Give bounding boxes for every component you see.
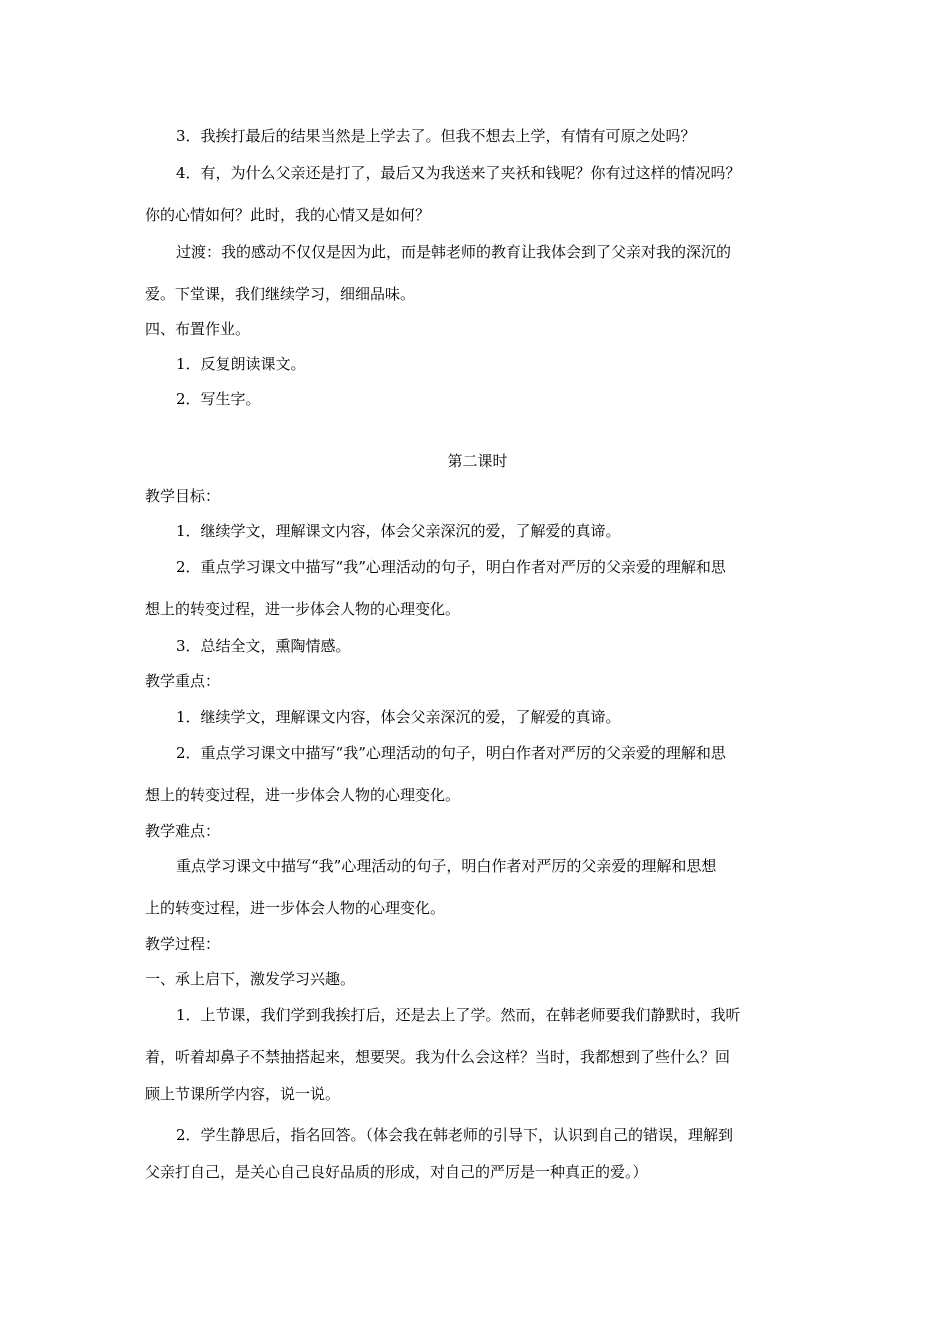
list-item: 1．反复朗读课文。 [176,355,306,373]
paragraph-line: 3．我挨打最后的结果当然是上学去了。但我不想去上学，有情有可原之处吗？ [176,127,696,145]
list-item: 3．总结全文，熏陶情感。 [176,637,351,655]
list-item: 2．重点学习课文中描写“我”心理活动的句子，明白作者对严厉的父亲爱的理解和思 [176,558,726,576]
section-heading: 教学过程： [145,935,221,953]
paragraph-line: 重点学习课文中描写“我”心理活动的句子，明白作者对严厉的父亲爱的理解和思想 [176,857,717,875]
list-item: 2．重点学习课文中描写“我”心理活动的句子，明白作者对严厉的父亲爱的理解和思 [176,744,726,762]
list-item: 1．继续学文，理解课文内容，体会父亲深沉的爱，了解爱的真谛。 [176,708,621,726]
paragraph-line: 爱。下堂课，我们继续学习，细细品味。 [145,285,416,303]
paragraph-line: 你的心情如何？此时，我的心情又是如何？ [145,206,431,224]
list-item: 2．写生字。 [176,390,261,408]
paragraph-line: 过渡：我的感动不仅仅是因为此，而是韩老师的教育让我体会到了父亲对我的深沉的 [176,243,732,261]
section-heading: 教学难点： [145,822,221,840]
section-heading: 教学目标： [145,487,221,505]
section-heading: 教学重点： [145,672,221,690]
paragraph-line: 上的转变过程，进一步体会人物的心理变化。 [145,899,446,917]
lesson-title: 第二课时 [447,452,508,470]
paragraph-line: 父亲打自己，是关心自己良好品质的形成，对自己的严厉是一种真正的爱。） [145,1163,648,1181]
list-item: 1．继续学文，理解课文内容，体会父亲深沉的爱，了解爱的真谛。 [176,522,621,540]
section-heading: 一、承上启下，激发学习兴趣。 [145,970,356,988]
paragraph-line: 着，听着却鼻子不禁抽搭起来，想要哭。我为什么会这样？当时，我都想到了些什么？回 [145,1048,731,1066]
list-item: 1．上节课，我们学到我挨打后，还是去上了学。然而，在韩老师要我们静默时，我听 [176,1006,741,1024]
paragraph-line: 4．有，为什么父亲还是打了，最后又为我送来了夹袄和钱呢？你有过这样的情况吗？ [176,164,741,182]
list-item: 2．学生静思后，指名回答。（体会我在韩老师的引导下，认识到自己的错误，理解到 [176,1126,734,1144]
paragraph-line: 想上的转变过程，进一步体会人物的心理变化。 [145,786,461,804]
paragraph-line: 顾上节课所学内容，说一说。 [145,1085,341,1103]
section-heading: 四、布置作业。 [145,320,251,338]
paragraph-line: 想上的转变过程，进一步体会人物的心理变化。 [145,600,461,618]
